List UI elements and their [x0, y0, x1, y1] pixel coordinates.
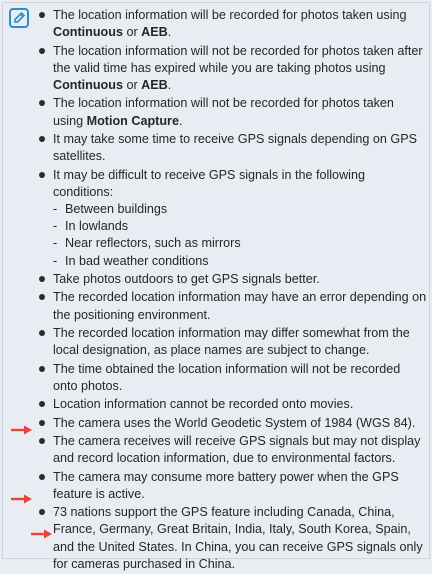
list-item	[33, 289, 427, 323]
text-run: .	[167, 25, 172, 40]
bullet-icon	[39, 100, 45, 106]
dash-marker: -	[53, 201, 58, 216]
text-run: The camera may consume more battery power when the GPS feature is active.	[53, 469, 399, 501]
condition-item	[53, 218, 427, 235]
text-run: The recorded location information may differ somewhat from the local designation, as place names are subject to change.	[53, 325, 410, 358]
list-item	[33, 361, 427, 395]
list-item	[33, 396, 427, 413]
dash-marker: -	[53, 219, 58, 234]
bullet-icon	[39, 420, 45, 426]
text-run: .	[178, 113, 183, 128]
text-run: The camera uses the World Geodetic System of 1984 (WGS 84).	[53, 415, 416, 430]
text-run: The location information will not be recorded for photos taken after the valid time has expired while you are taking photos using	[53, 43, 423, 75]
item-text	[53, 272, 320, 286]
list-item	[33, 95, 427, 129]
bullet-icon	[39, 276, 45, 282]
list-item	[33, 433, 427, 467]
item-text	[53, 168, 365, 199]
mode-name: AEB	[141, 25, 168, 40]
red-arrow-icon	[10, 493, 34, 505]
red-arrow-icon	[10, 424, 34, 436]
mode-name: Continuous	[53, 78, 123, 92]
list-item	[33, 325, 427, 359]
text-run: Take photos outdoors to get GPS signals better.	[53, 271, 320, 286]
text-run: 73 nations support the GPS feature including Canada, China, France, Germany, Great Britain, India, Italy, South Korea, Spain, and the United States. In China, you can receive GPS signals only for cameras purchased in China.	[53, 505, 423, 571]
bullet-icon	[39, 366, 45, 372]
dash-marker: -	[53, 253, 58, 268]
bullet-icon	[39, 172, 45, 178]
mode-name: Motion Capture	[86, 113, 179, 128]
item-text	[53, 434, 420, 465]
text-run: The location information will not be recorded for photos taken using	[53, 96, 394, 128]
bullet-icon	[39, 509, 45, 515]
bullet-icon	[39, 294, 45, 300]
list-item	[33, 415, 427, 432]
notes-list	[33, 7, 427, 574]
condition-text: In lowlands	[65, 219, 129, 234]
text-run: The camera receives will receive GPS signals but may not display and record location information, due to environmental factors.	[53, 433, 421, 466]
text-run: or	[122, 25, 142, 40]
mode-name: Continuous	[53, 25, 123, 40]
list-item	[33, 7, 427, 41]
text-run: The time obtained the location information will not be recorded onto photos.	[53, 361, 401, 393]
condition-text: Near reflectors, such as mirrors	[65, 236, 241, 251]
note-pencil-icon	[9, 8, 29, 28]
bullet-icon	[39, 438, 45, 444]
note-panel	[2, 2, 430, 571]
text-run: The recorded location information may have an error depending on the positioning environment.	[53, 290, 427, 322]
item-text	[53, 362, 400, 393]
item-text	[53, 132, 417, 163]
red-arrow-icon	[30, 528, 54, 540]
bullet-icon	[39, 401, 45, 407]
item-text	[53, 44, 423, 92]
item-text	[53, 290, 426, 321]
item-text	[53, 397, 353, 411]
list-item	[33, 131, 427, 165]
item-text	[53, 416, 415, 430]
item-text	[53, 96, 394, 127]
list-item	[33, 43, 427, 95]
bullet-icon	[39, 12, 45, 18]
list-item	[33, 271, 427, 288]
text-run: or	[122, 78, 142, 92]
bullet-icon	[39, 330, 45, 336]
condition-item	[53, 253, 427, 270]
item-text	[53, 470, 399, 501]
condition-text: Between buildings	[65, 201, 168, 216]
text-run: It may take some time to receive GPS signals depending on GPS satellites.	[53, 131, 418, 164]
mode-name: AEB	[141, 78, 168, 92]
bullet-icon	[39, 474, 45, 480]
text-run: Location information cannot be recorded onto movies.	[53, 397, 354, 412]
text-run: The location information will be recorded for photos taken using	[53, 8, 407, 22]
text-run: .	[167, 78, 172, 92]
text-run: It may be difficult to receive GPS signals in the following conditions:	[53, 167, 365, 199]
condition-item	[53, 235, 427, 252]
item-text	[53, 326, 410, 357]
item-text	[53, 8, 407, 39]
list-item	[33, 469, 427, 503]
dash-marker: -	[53, 236, 58, 251]
condition-list	[53, 201, 427, 270]
list-item	[33, 167, 427, 270]
list-item	[33, 504, 427, 573]
bullet-icon	[39, 136, 45, 142]
bullet-icon	[39, 48, 45, 54]
condition-item	[53, 201, 427, 218]
condition-text: In bad weather conditions	[65, 253, 209, 268]
